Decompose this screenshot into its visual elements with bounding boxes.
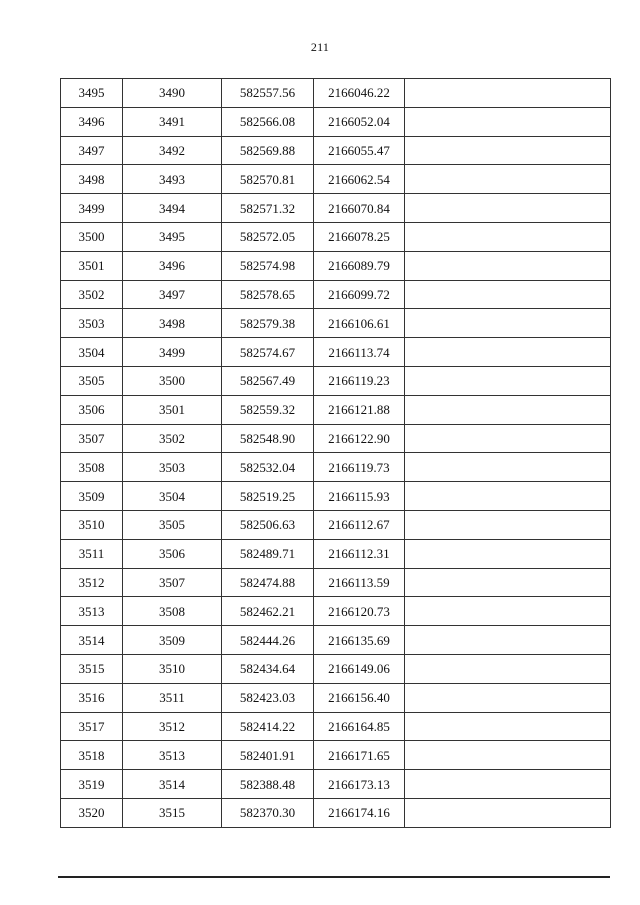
row-index-cell: 3498: [61, 165, 123, 194]
table-row: [61, 798, 611, 827]
row-index-cell: 3505: [61, 366, 123, 395]
x-coordinate-cell: 582570.81: [222, 165, 314, 194]
note-cell: [405, 539, 611, 568]
x-coordinate-cell: 582579.38: [222, 309, 314, 338]
x-coordinate-cell: 582571.32: [222, 194, 314, 223]
point-number-cell: 3514: [123, 770, 222, 799]
note-cell: [405, 395, 611, 424]
point-number-cell: 3503: [123, 453, 222, 482]
y-coordinate-cell: 2166089.79: [314, 251, 405, 280]
x-coordinate-cell: 582462.21: [222, 597, 314, 626]
y-coordinate-cell: 2166171.65: [314, 741, 405, 770]
table-row: [61, 194, 611, 223]
row-index-cell: 3510: [61, 510, 123, 539]
point-number-cell: 3490: [123, 79, 222, 108]
note-cell: [405, 654, 611, 683]
x-coordinate-cell: 582519.25: [222, 482, 314, 511]
y-coordinate-cell: 2166120.73: [314, 597, 405, 626]
y-coordinate-cell: 2166112.67: [314, 510, 405, 539]
point-number-cell: 3500: [123, 366, 222, 395]
x-coordinate-cell: 582370.30: [222, 798, 314, 827]
point-number-cell: 3507: [123, 568, 222, 597]
row-index-cell: 3500: [61, 222, 123, 251]
note-cell: [405, 280, 611, 309]
y-coordinate-cell: 2166106.61: [314, 309, 405, 338]
x-coordinate-cell: 582566.08: [222, 107, 314, 136]
note-cell: [405, 424, 611, 453]
note-cell: [405, 338, 611, 367]
table-row: [61, 510, 611, 539]
y-coordinate-cell: 2166119.23: [314, 366, 405, 395]
table-row: [61, 453, 611, 482]
x-coordinate-cell: 582474.88: [222, 568, 314, 597]
y-coordinate-cell: 2166122.90: [314, 424, 405, 453]
table-body: [61, 79, 611, 828]
x-coordinate-cell: 582388.48: [222, 770, 314, 799]
note-cell: [405, 683, 611, 712]
row-index-cell: 3511: [61, 539, 123, 568]
point-number-cell: 3513: [123, 741, 222, 770]
table-row: [61, 395, 611, 424]
x-coordinate-cell: 582506.63: [222, 510, 314, 539]
table-row: [61, 79, 611, 108]
point-number-cell: 3508: [123, 597, 222, 626]
note-cell: [405, 568, 611, 597]
table-row: [61, 309, 611, 338]
y-coordinate-cell: 2166055.47: [314, 136, 405, 165]
y-coordinate-cell: 2166113.59: [314, 568, 405, 597]
y-coordinate-cell: 2166112.31: [314, 539, 405, 568]
row-index-cell: 3514: [61, 626, 123, 655]
note-cell: [405, 107, 611, 136]
x-coordinate-cell: 582578.65: [222, 280, 314, 309]
row-index-cell: 3516: [61, 683, 123, 712]
row-index-cell: 3519: [61, 770, 123, 799]
y-coordinate-cell: 2166135.69: [314, 626, 405, 655]
note-cell: [405, 79, 611, 108]
table-row: [61, 712, 611, 741]
point-number-cell: 3501: [123, 395, 222, 424]
y-coordinate-cell: 2166062.54: [314, 165, 405, 194]
note-cell: [405, 798, 611, 827]
point-number-cell: 3499: [123, 338, 222, 367]
table-row: [61, 251, 611, 280]
x-coordinate-cell: 582569.88: [222, 136, 314, 165]
point-number-cell: 3495: [123, 222, 222, 251]
note-cell: [405, 741, 611, 770]
row-index-cell: 3503: [61, 309, 123, 338]
row-index-cell: 3513: [61, 597, 123, 626]
row-index-cell: 3504: [61, 338, 123, 367]
note-cell: [405, 626, 611, 655]
y-coordinate-cell: 2166115.93: [314, 482, 405, 511]
x-coordinate-cell: 582532.04: [222, 453, 314, 482]
table-row: [61, 482, 611, 511]
row-index-cell: 3506: [61, 395, 123, 424]
point-number-cell: 3509: [123, 626, 222, 655]
y-coordinate-cell: 2166052.04: [314, 107, 405, 136]
x-coordinate-cell: 582444.26: [222, 626, 314, 655]
footer-rule: [58, 876, 610, 878]
table-row: [61, 280, 611, 309]
x-coordinate-cell: 582423.03: [222, 683, 314, 712]
note-cell: [405, 453, 611, 482]
note-cell: [405, 194, 611, 223]
table-row: [61, 424, 611, 453]
y-coordinate-cell: 2166164.85: [314, 712, 405, 741]
table-row: [61, 568, 611, 597]
table-row: [61, 626, 611, 655]
table-row: [61, 654, 611, 683]
note-cell: [405, 222, 611, 251]
table-row: [61, 136, 611, 165]
row-index-cell: 3518: [61, 741, 123, 770]
note-cell: [405, 251, 611, 280]
table-row: [61, 539, 611, 568]
y-coordinate-cell: 2166099.72: [314, 280, 405, 309]
note-cell: [405, 482, 611, 511]
row-index-cell: 3502: [61, 280, 123, 309]
note-cell: [405, 510, 611, 539]
point-number-cell: 3492: [123, 136, 222, 165]
y-coordinate-cell: 2166149.06: [314, 654, 405, 683]
row-index-cell: 3507: [61, 424, 123, 453]
table-row: [61, 683, 611, 712]
y-coordinate-cell: 2166046.22: [314, 79, 405, 108]
row-index-cell: 3509: [61, 482, 123, 511]
table-row: [61, 222, 611, 251]
point-number-cell: 3504: [123, 482, 222, 511]
x-coordinate-cell: 582401.91: [222, 741, 314, 770]
y-coordinate-cell: 2166070.84: [314, 194, 405, 223]
table-row: [61, 597, 611, 626]
note-cell: [405, 597, 611, 626]
point-number-cell: 3491: [123, 107, 222, 136]
row-index-cell: 3496: [61, 107, 123, 136]
x-coordinate-cell: 582548.90: [222, 424, 314, 453]
x-coordinate-cell: 582567.49: [222, 366, 314, 395]
y-coordinate-cell: 2166119.73: [314, 453, 405, 482]
table-row: [61, 165, 611, 194]
x-coordinate-cell: 582434.64: [222, 654, 314, 683]
table-row: [61, 338, 611, 367]
row-index-cell: 3497: [61, 136, 123, 165]
page-number: 211: [310, 40, 330, 54]
y-coordinate-cell: 2166174.16: [314, 798, 405, 827]
row-index-cell: 3512: [61, 568, 123, 597]
point-number-cell: 3497: [123, 280, 222, 309]
x-coordinate-cell: 582574.67: [222, 338, 314, 367]
point-number-cell: 3512: [123, 712, 222, 741]
x-coordinate-cell: 582574.98: [222, 251, 314, 280]
note-cell: [405, 366, 611, 395]
point-number-cell: 3494: [123, 194, 222, 223]
point-number-cell: 3498: [123, 309, 222, 338]
table-row: [61, 770, 611, 799]
y-coordinate-cell: 2166078.25: [314, 222, 405, 251]
x-coordinate-cell: 582557.56: [222, 79, 314, 108]
point-number-cell: 3506: [123, 539, 222, 568]
row-index-cell: 3517: [61, 712, 123, 741]
x-coordinate-cell: 582489.71: [222, 539, 314, 568]
x-coordinate-cell: 582414.22: [222, 712, 314, 741]
point-number-cell: 3493: [123, 165, 222, 194]
row-index-cell: 3499: [61, 194, 123, 223]
note-cell: [405, 136, 611, 165]
row-index-cell: 3520: [61, 798, 123, 827]
table-row: [61, 741, 611, 770]
note-cell: [405, 165, 611, 194]
note-cell: [405, 712, 611, 741]
table-row: [61, 107, 611, 136]
table-row: [61, 366, 611, 395]
x-coordinate-cell: 582572.05: [222, 222, 314, 251]
note-cell: [405, 770, 611, 799]
y-coordinate-cell: 2166173.13: [314, 770, 405, 799]
point-number-cell: 3510: [123, 654, 222, 683]
x-coordinate-cell: 582559.32: [222, 395, 314, 424]
y-coordinate-cell: 2166113.74: [314, 338, 405, 367]
row-index-cell: 3501: [61, 251, 123, 280]
point-number-cell: 3502: [123, 424, 222, 453]
point-number-cell: 3515: [123, 798, 222, 827]
point-number-cell: 3505: [123, 510, 222, 539]
row-index-cell: 3495: [61, 79, 123, 108]
point-number-cell: 3511: [123, 683, 222, 712]
coordinates-table: [60, 78, 611, 828]
note-cell: [405, 309, 611, 338]
row-index-cell: 3508: [61, 453, 123, 482]
y-coordinate-cell: 2166156.40: [314, 683, 405, 712]
y-coordinate-cell: 2166121.88: [314, 395, 405, 424]
row-index-cell: 3515: [61, 654, 123, 683]
point-number-cell: 3496: [123, 251, 222, 280]
